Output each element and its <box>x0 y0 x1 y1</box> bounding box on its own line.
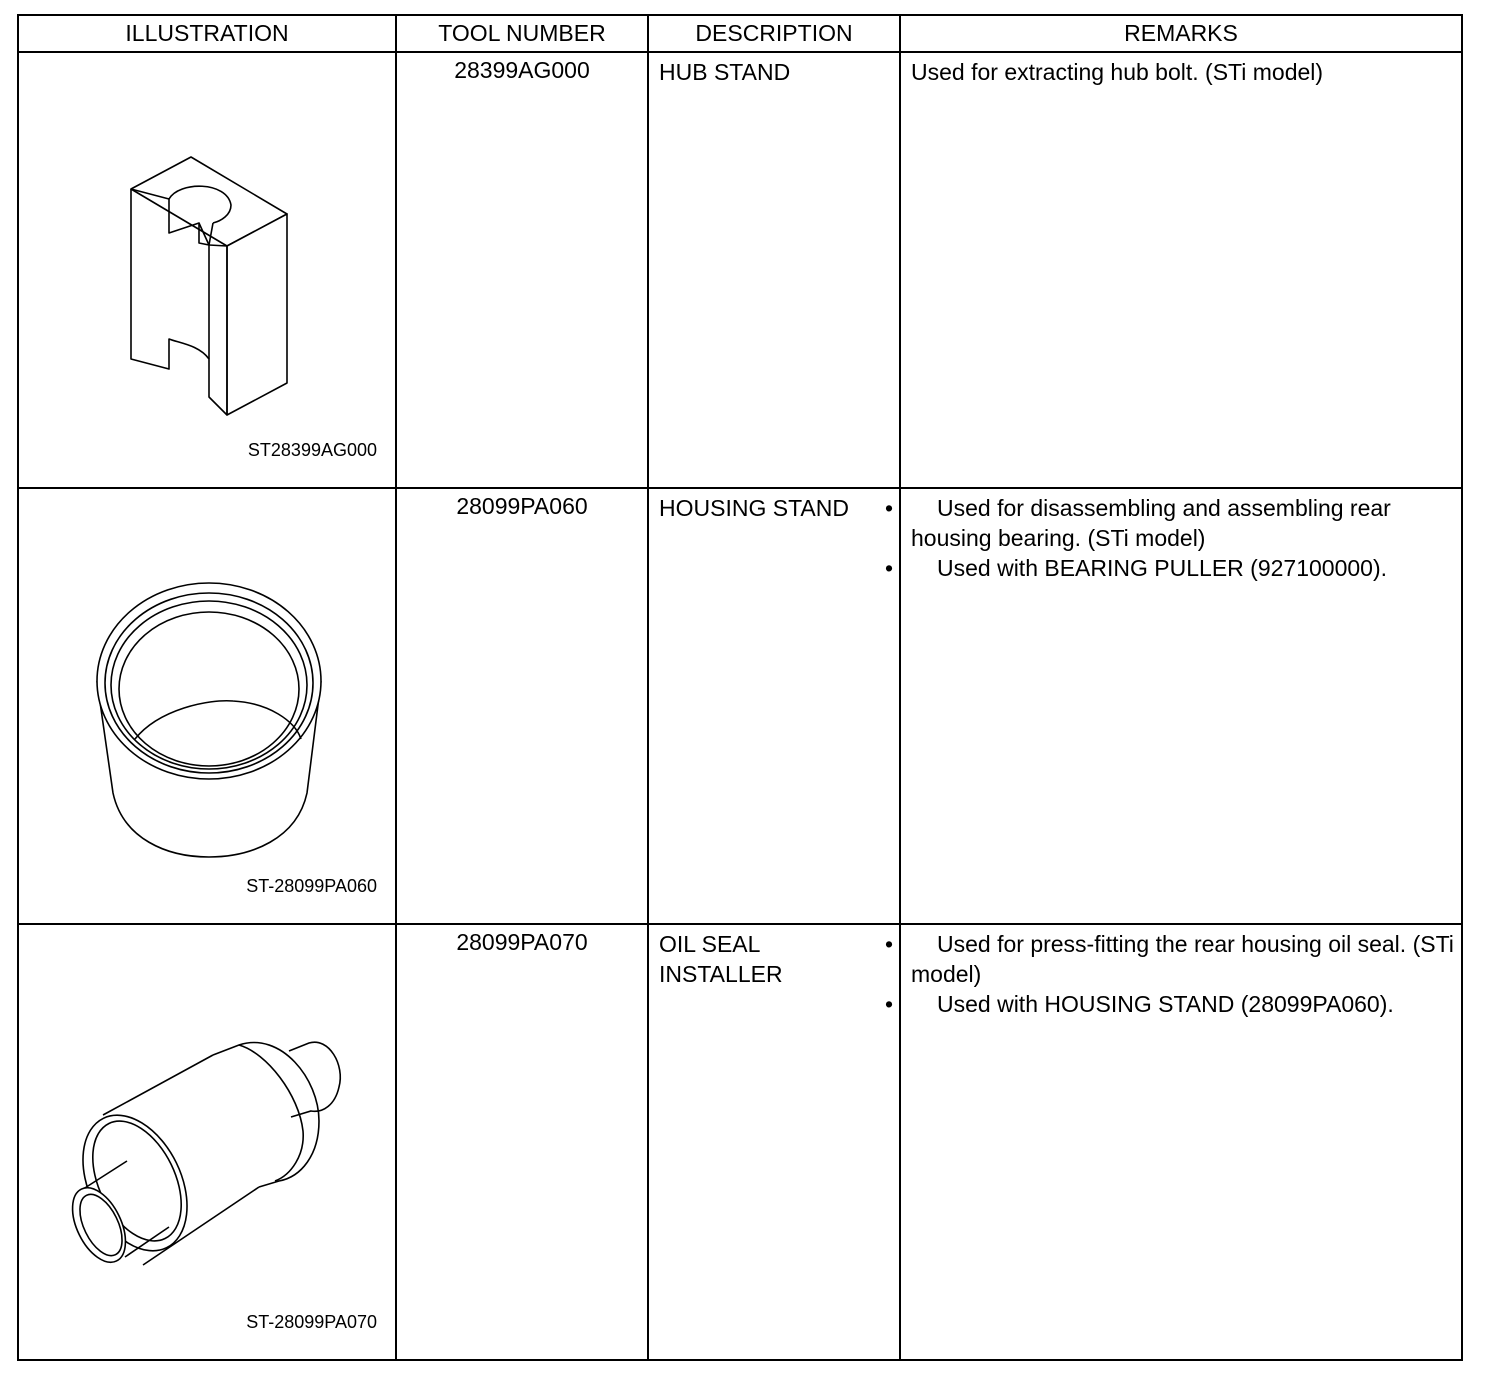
remark-text: Used for extracting hub bolt. (STi model) <box>911 59 1324 85</box>
header-remarks: REMARKS <box>900 15 1462 52</box>
header-tool-number: TOOL NUMBER <box>396 15 648 52</box>
remarks-cell <box>900 488 1462 924</box>
remarks-list <box>911 493 1455 583</box>
housing-stand-cylinder-icon <box>19 489 397 923</box>
oil-seal-installer-icon <box>19 925 397 1359</box>
description <box>649 53 899 87</box>
description <box>649 925 899 989</box>
illustration-caption: ST-28099PA070 <box>246 1312 377 1332</box>
tool-number-cell <box>396 52 648 488</box>
description-cell <box>648 924 900 1360</box>
tool-number: 28099PA070 <box>456 929 588 955</box>
description-line: HUB STAND <box>659 59 791 85</box>
header-description: DESCRIPTION <box>648 15 900 52</box>
tool-number-cell <box>396 924 648 1360</box>
remarks-cell <box>900 52 1462 488</box>
remarks-cell <box>900 924 1462 1360</box>
hub-stand-block-icon <box>19 53 397 487</box>
description-line: HOUSING STAND <box>659 495 849 521</box>
remark-item: • Used for disassembling and assembling rear housing bearing. (STi model) <box>911 493 1455 553</box>
remarks <box>901 489 1461 583</box>
header-illustration: ILLUSTRATION <box>18 15 396 52</box>
illustration-cell <box>18 488 396 924</box>
description-cell <box>648 488 900 924</box>
illustration-cell <box>18 924 396 1360</box>
table-row <box>18 52 1462 488</box>
description-cell <box>648 52 900 488</box>
remark-item: • Used with BEARING PULLER (927100000). <box>911 553 1455 583</box>
tool-number: 28399AG000 <box>454 57 590 83</box>
remarks <box>901 925 1461 1019</box>
tool-number-cell <box>396 488 648 924</box>
remarks-list <box>911 929 1455 1019</box>
description-line: OIL SEAL <box>659 931 761 957</box>
header-row <box>18 15 1462 52</box>
table-row <box>18 924 1462 1360</box>
table-row <box>18 488 1462 924</box>
illustration-caption: ST28399AG000 <box>247 440 377 460</box>
illustration-caption: ST-28099PA060 <box>246 876 377 896</box>
special-tools-table <box>17 14 1463 1361</box>
description <box>649 489 899 523</box>
illustration-cell <box>18 52 396 488</box>
remark-item: • Used for press-fitting the rear housing oil seal. (STi model) <box>911 929 1455 989</box>
tool-number: 28099PA060 <box>456 493 588 519</box>
description-line: INSTALLER <box>659 961 783 987</box>
remarks <box>901 53 1461 87</box>
remark-item: • Used with HOUSING STAND (28099PA060). <box>911 989 1455 1019</box>
